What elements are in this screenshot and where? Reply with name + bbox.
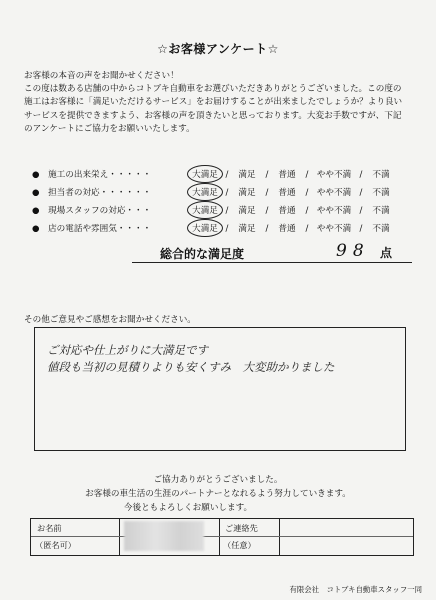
rating-option[interactable]: 普通: [278, 188, 296, 198]
option-separator: /: [225, 170, 229, 180]
total-underline: [132, 262, 412, 263]
intro-line: この度は数ある店舗の中からコトブキ自動車をお選びいただきありがとうございました。この度の: [24, 84, 402, 95]
rating-option[interactable]: 満足: [238, 170, 256, 180]
rating-options: [190, 204, 394, 216]
total-satisfaction-unit: 点: [380, 246, 393, 260]
comment-label: その他ご意見やご感想をお聞かせください。: [24, 315, 196, 325]
option-separator: /: [305, 170, 309, 180]
intro-line: のアンケートにご協力をお願いいたします。: [24, 123, 195, 134]
intro-line: お客様の本音の声をお聞かせください！: [24, 71, 179, 81]
rating-option[interactable]: 満足: [238, 188, 256, 198]
option-separator: /: [305, 206, 309, 216]
handwritten-comment-line: ご対応や仕上がりに大満足です: [47, 343, 208, 357]
total-satisfaction-label: 総合的な満足度: [160, 247, 245, 261]
rating-option[interactable]: やや不満: [316, 188, 352, 198]
rating-row: [32, 204, 412, 218]
rating-option[interactable]: 普通: [278, 206, 296, 216]
intro-text: [24, 70, 424, 136]
comment-box: [34, 327, 406, 451]
contact-divider: [219, 536, 279, 537]
contact-label: ご連絡先: [225, 523, 258, 533]
rating-option[interactable]: 大満足: [192, 188, 218, 198]
redacted-name: [124, 521, 204, 551]
option-separator: /: [359, 206, 363, 216]
intro-line: サービスを提供できますよう、お客様の声を頂きたいと思っております。大変お手数ですが、下記: [24, 110, 402, 121]
rating-option[interactable]: 大満足: [192, 170, 218, 180]
option-separator: /: [359, 188, 363, 198]
rating-option[interactable]: やや不満: [316, 206, 352, 216]
option-separator: /: [265, 170, 269, 180]
rating-option[interactable]: 大満足: [192, 224, 218, 234]
option-separator: /: [359, 224, 363, 234]
rating-option[interactable]: 不満: [372, 170, 390, 180]
contact-field[interactable]: [279, 519, 413, 555]
rating-question: ● 現場スタッフの対応・・・: [32, 206, 152, 216]
rating-options: [190, 186, 394, 198]
rating-option[interactable]: 普通: [278, 224, 296, 234]
rating-question: ● 店の電話や雰囲気・・・・: [32, 224, 152, 234]
intro-line: 施工はお客様に「満足いただけるサービス」をお届けすることが出来ましたでしょうか？より良い: [24, 97, 403, 108]
rating-row: [32, 186, 412, 200]
thanks-line: 今後ともよろしくお願いします。: [123, 503, 253, 513]
contact-field-divider: [279, 536, 413, 537]
rating-options: [190, 222, 394, 234]
option-separator: /: [265, 224, 269, 234]
option-separator: /: [225, 188, 229, 198]
name-divider: [31, 536, 119, 537]
rating-option[interactable]: 満足: [238, 224, 256, 234]
option-separator: /: [359, 170, 363, 180]
rating-option[interactable]: やや不満: [316, 224, 352, 234]
thanks-line: ご協力ありがとうございました。: [153, 475, 283, 485]
rating-option[interactable]: 大満足: [192, 206, 218, 216]
survey-title: ☆お客様アンケート☆: [157, 42, 279, 56]
rating-option[interactable]: やや不満: [316, 170, 352, 180]
option-separator: /: [225, 206, 229, 216]
option-separator: /: [305, 188, 309, 198]
rating-option[interactable]: 不満: [372, 188, 390, 198]
rating-option[interactable]: 不満: [372, 224, 390, 234]
name-sublabel: （匿名可）: [35, 540, 76, 550]
thanks-line: お客様の車生活の生涯のパートナーとなれるよう努力していきます。: [85, 489, 351, 499]
customer-info-box: [30, 518, 414, 556]
rating-options: [190, 168, 394, 180]
total-satisfaction-score: 98: [336, 241, 370, 261]
rating-row: [32, 222, 412, 236]
rating-option[interactable]: 満足: [238, 206, 256, 216]
contact-sublabel: （任意）: [223, 540, 256, 550]
name-label-cell: [31, 519, 120, 555]
rating-option[interactable]: 普通: [278, 170, 296, 180]
option-separator: /: [265, 206, 269, 216]
option-separator: /: [305, 224, 309, 234]
rating-question: ● 担当者の対応・・・・・・: [32, 188, 152, 198]
rating-row: [32, 168, 412, 182]
company-signature: 有限会社 コトブキ自動車スタッフ一同: [289, 585, 422, 594]
rating-option[interactable]: 不満: [372, 206, 390, 216]
option-separator: /: [265, 188, 269, 198]
option-separator: /: [225, 224, 229, 234]
name-label: お名前: [37, 523, 62, 533]
handwritten-comment-line: 値段も当初の見積りよりも安くすみ 大変助かりました: [47, 360, 335, 374]
rating-question: ● 施工の出来栄え・・・・・: [32, 170, 152, 180]
contact-label-cell: [219, 519, 280, 555]
